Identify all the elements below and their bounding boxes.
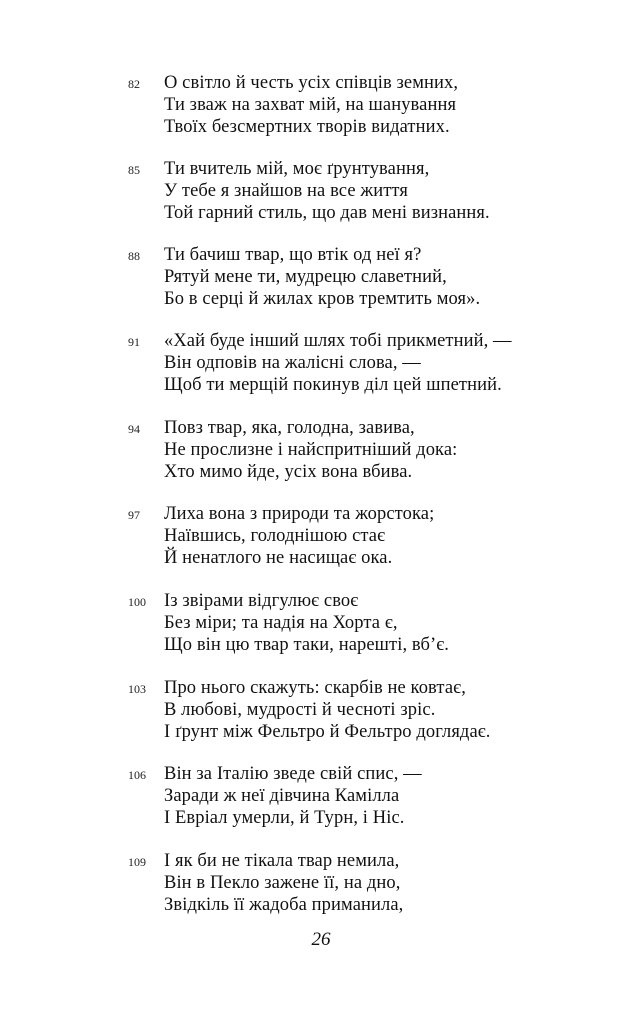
verse-line: Він одповів на жалісні слова, — — [164, 353, 421, 373]
verse-line: Повз твар, яка, голодна, завива, — [164, 418, 415, 438]
stanza-verses — [164, 330, 512, 396]
verse-line: «Хай буде інший шлях тобі прикметний, — — [164, 331, 512, 351]
stanza-verses — [164, 503, 434, 569]
verse-line: У тебе я знайшов на все життя — [164, 181, 408, 201]
verse-line: Що він цю твар таки, нарешті, вб’є. — [164, 635, 450, 655]
verse-line: Рятуй мене ти, мудрецю славетний, — [164, 267, 447, 287]
verse-line: І ґрунт між Фельтро й Фельтро доглядає. — [164, 722, 491, 742]
verse-line: І як би не тікала твар немила, — [164, 851, 400, 871]
verse-line: Із звірами відгулює своє — [164, 591, 359, 611]
line-number: 100 — [128, 595, 146, 609]
stanza-verses — [164, 417, 457, 483]
verse-line: Бо в серці й жилах кров тремтить моя». — [164, 289, 481, 309]
line-number: 103 — [128, 682, 146, 696]
verse-line: Звідкіль її жадоба приманила, — [164, 895, 404, 915]
line-number: 106 — [128, 768, 146, 782]
stanza-verses — [164, 763, 422, 829]
verse-line: Він за Італію зведе свій спис, — — [164, 764, 422, 784]
stanza-verses — [164, 677, 491, 743]
line-number: 94 — [128, 422, 140, 436]
verse-line: Щоб ти мерщій покинув діл цей шпетний. — [164, 375, 502, 395]
verse-line: Заради ж неї дівчина Камілла — [164, 786, 400, 806]
verse-line: Ти бачиш твар, що втік од неї я? — [164, 245, 422, 265]
verse-line: Ти вчитель мій, моє ґрунтування, — [164, 159, 430, 179]
line-number: 82 — [128, 77, 140, 91]
verse-line: Й ненатлого не насищає ока. — [164, 548, 393, 568]
line-number: 109 — [128, 855, 146, 869]
verse-line: Не прослизне і найспритніший дока: — [164, 440, 458, 460]
verse-line: Він в Пекло зажене її, на дно, — [164, 873, 401, 893]
line-number: 85 — [128, 163, 140, 177]
verse-line: О світло й честь усіх співців земних, — [164, 73, 459, 93]
verse-line: Ти зваж на захват мій, на шанування — [164, 95, 457, 115]
verse-line: Про нього скажуть: скарбів не ковтає, — [164, 678, 466, 698]
verse-line: І Евріал умерли, й Турн, і Ніс. — [164, 808, 405, 828]
line-number: 88 — [128, 249, 140, 263]
line-number: 91 — [128, 335, 140, 349]
stanza-verses — [164, 590, 449, 656]
verse-line: Без міри; та надія на Хорта є, — [164, 613, 398, 633]
verse-line: Твоїх безсмертних творів видатних. — [164, 117, 450, 137]
verse-line: В любові, мудрості й чесноті зріс. — [164, 700, 436, 720]
line-number: 97 — [128, 508, 140, 522]
page-number: 26 — [311, 929, 331, 950]
verse-line: Наївшись, голоднішою стає — [164, 526, 386, 546]
verse-line: Той гарний стиль, що дав мені визнання. — [164, 203, 490, 223]
stanza-verses — [164, 158, 490, 224]
verse-line: Лиха вона з природи та жорстока; — [164, 504, 435, 524]
verse-line: Хто мимо йде, усіх вона вбива. — [164, 462, 413, 482]
stanza-verses — [164, 244, 480, 310]
stanza-verses — [164, 850, 403, 916]
stanza-verses — [164, 72, 458, 138]
